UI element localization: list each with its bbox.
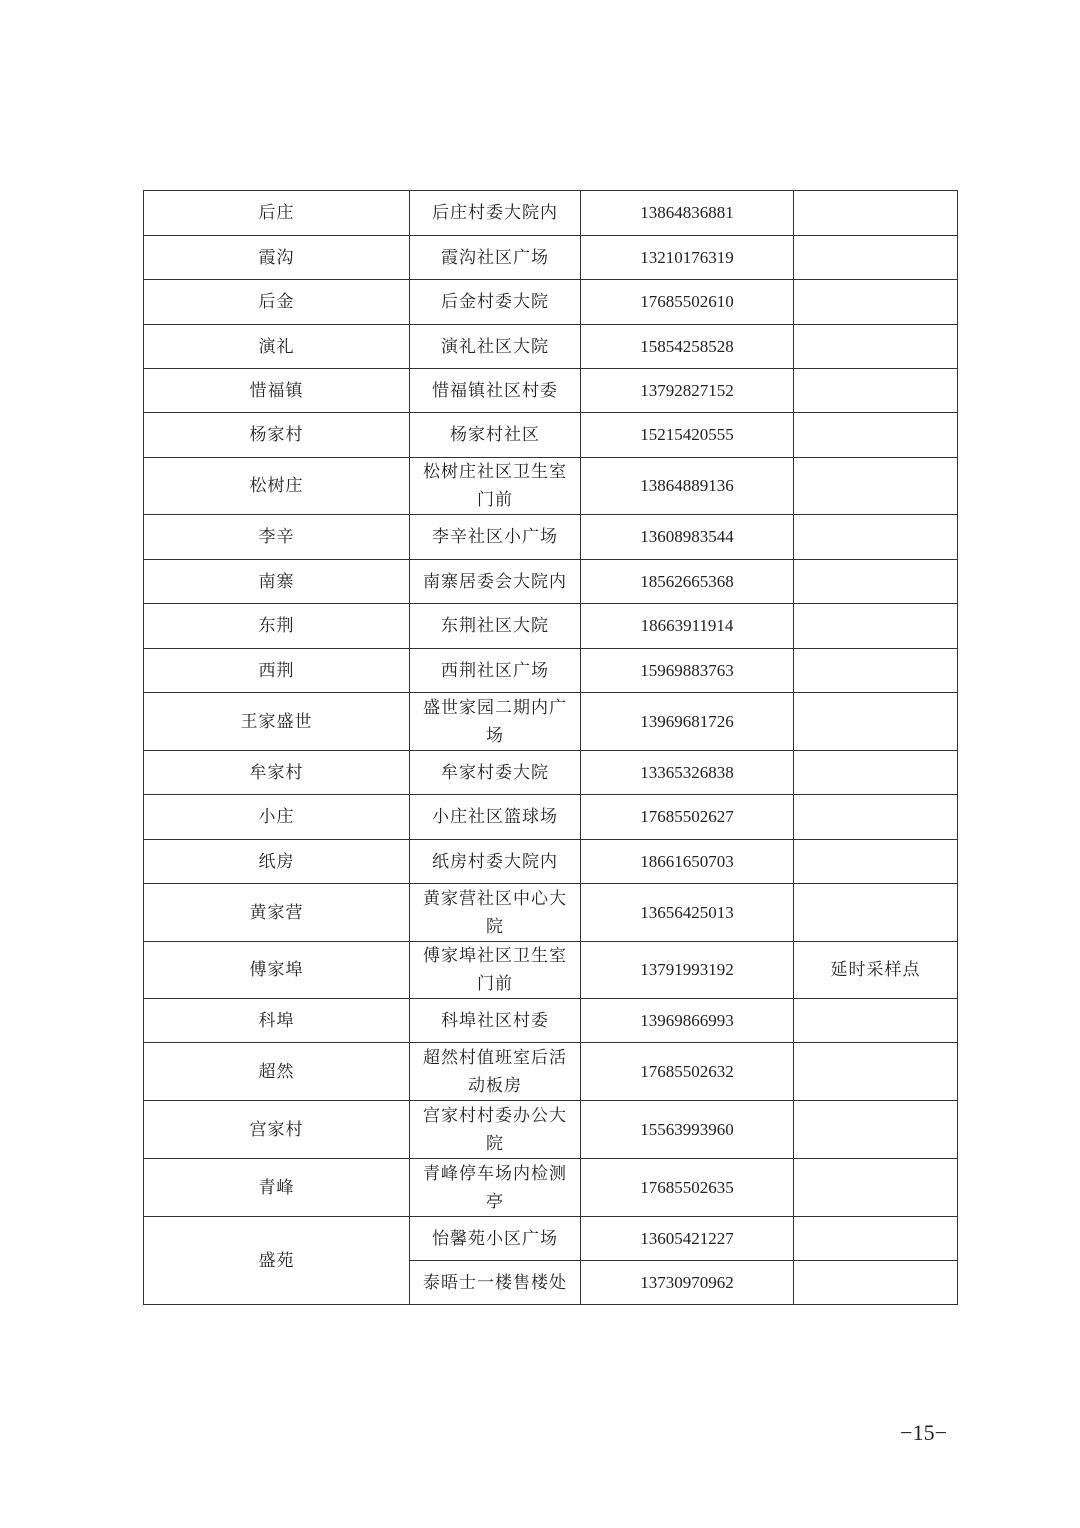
table-row: [144, 840, 958, 884]
sampling-location: 李辛社区小广场: [410, 515, 581, 560]
sampling-location: 牟家村委大院: [410, 751, 581, 795]
contact-phone: 17685502610: [581, 280, 794, 325]
table-row: [144, 604, 958, 649]
sampling-location: 霞沟社区广场: [410, 236, 581, 280]
row-note: [794, 884, 958, 942]
community-name: 惜福镇: [144, 369, 410, 413]
community-name: 李辛: [144, 515, 410, 560]
sampling-location: 宫家村村委办公大院: [410, 1101, 581, 1159]
community-name: 后庄: [144, 191, 410, 236]
table-row: [144, 1101, 958, 1159]
community-name: 小庄: [144, 795, 410, 840]
row-note: [794, 840, 958, 884]
sampling-location: 黄家营社区中心大院: [410, 884, 581, 942]
table-row: [144, 942, 958, 999]
row-note: [794, 649, 958, 693]
contact-phone: 15969883763: [581, 649, 794, 693]
sampling-location: 青峰停车场内检测亭: [410, 1159, 581, 1217]
table-row: [144, 369, 958, 413]
community-name: 傅家埠: [144, 942, 410, 999]
page-number: −15−: [900, 1420, 947, 1445]
table-row: [144, 1159, 958, 1217]
sampling-location: 超然村值班室后活动板房: [410, 1043, 581, 1101]
contact-phone: 13365326838: [581, 751, 794, 795]
row-note: 延时采样点: [794, 942, 958, 999]
sampling-location: 松树庄社区卫生室门前: [410, 458, 581, 515]
sampling-location: 杨家村社区: [410, 413, 581, 458]
table-row: [144, 649, 958, 693]
contact-phone: 17685502627: [581, 795, 794, 840]
contact-phone: 15563993960: [581, 1101, 794, 1159]
table-row: [144, 751, 958, 795]
table-row: [144, 795, 958, 840]
row-note: [794, 236, 958, 280]
sampling-location: 小庄社区篮球场: [410, 795, 581, 840]
community-name: 东荆: [144, 604, 410, 649]
sampling-location: 东荆社区大院: [410, 604, 581, 649]
contact-phone: 17685502632: [581, 1043, 794, 1101]
community-name: 黄家营: [144, 884, 410, 942]
community-name: 后金: [144, 280, 410, 325]
community-name: 牟家村: [144, 751, 410, 795]
table-body: [144, 191, 958, 1305]
sampling-sites-table: [143, 190, 958, 1305]
table-row: [144, 280, 958, 325]
row-note: [794, 191, 958, 236]
row-note: [794, 1159, 958, 1217]
table-row: [144, 191, 958, 236]
row-note: [794, 1261, 958, 1305]
community-name: 西荆: [144, 649, 410, 693]
row-note: [794, 795, 958, 840]
sampling-location: 怡馨苑小区广场: [410, 1217, 581, 1261]
row-note: [794, 1043, 958, 1101]
sampling-location: 后金村委大院: [410, 280, 581, 325]
table-row: [144, 325, 958, 369]
community-name: 纸房: [144, 840, 410, 884]
sampling-location: 惜福镇社区村委: [410, 369, 581, 413]
community-name: 宫家村: [144, 1101, 410, 1159]
sampling-location: 泰晤士一楼售楼处: [410, 1261, 581, 1305]
row-note: [794, 515, 958, 560]
community-name: 科埠: [144, 999, 410, 1043]
sampling-location: 演礼社区大院: [410, 325, 581, 369]
sampling-location: 傅家埠社区卫生室门前: [410, 942, 581, 999]
table-row: [144, 1217, 958, 1261]
community-name: 松树庄: [144, 458, 410, 515]
contact-phone: 13969681726: [581, 693, 794, 751]
table-row: [144, 458, 958, 515]
community-name: 南寨: [144, 560, 410, 604]
table-row: [144, 413, 958, 458]
contact-phone: 13864889136: [581, 458, 794, 515]
community-name: 青峰: [144, 1159, 410, 1217]
table-row: [144, 515, 958, 560]
contact-phone: 13864836881: [581, 191, 794, 236]
community-name: 王家盛世: [144, 693, 410, 751]
row-note: [794, 413, 958, 458]
row-note: [794, 369, 958, 413]
contact-phone: 15854258528: [581, 325, 794, 369]
contact-phone: 15215420555: [581, 413, 794, 458]
community-name: 杨家村: [144, 413, 410, 458]
table-row: [144, 1043, 958, 1101]
row-note: [794, 1217, 958, 1261]
contact-phone: 13605421227: [581, 1217, 794, 1261]
row-note: [794, 693, 958, 751]
contact-phone: 13969866993: [581, 999, 794, 1043]
table-row: [144, 236, 958, 280]
row-note: [794, 325, 958, 369]
contact-phone: 13792827152: [581, 369, 794, 413]
community-name: 超然: [144, 1043, 410, 1101]
contact-phone: 18661650703: [581, 840, 794, 884]
table-row: [144, 693, 958, 751]
contact-phone: 13730970962: [581, 1261, 794, 1305]
table-row: [144, 884, 958, 942]
community-name: 演礼: [144, 325, 410, 369]
row-note: [794, 999, 958, 1043]
row-note: [794, 458, 958, 515]
sampling-location: 西荆社区广场: [410, 649, 581, 693]
contact-phone: 18562665368: [581, 560, 794, 604]
row-note: [794, 751, 958, 795]
sampling-location: 南寨居委会大院内: [410, 560, 581, 604]
table-row: [144, 560, 958, 604]
row-note: [794, 604, 958, 649]
sampling-location: 纸房村委大院内: [410, 840, 581, 884]
community-name-merged: 盛苑: [144, 1217, 410, 1305]
sampling-location: 盛世家园二期内广场: [410, 693, 581, 751]
contact-phone: 17685502635: [581, 1159, 794, 1217]
row-note: [794, 280, 958, 325]
contact-phone: 13608983544: [581, 515, 794, 560]
contact-phone: 13656425013: [581, 884, 794, 942]
row-note: [794, 560, 958, 604]
contact-phone: 13791993192: [581, 942, 794, 999]
sampling-location: 后庄村委大院内: [410, 191, 581, 236]
community-name: 霞沟: [144, 236, 410, 280]
sampling-location: 科埠社区村委: [410, 999, 581, 1043]
table-row: [144, 999, 958, 1043]
row-note: [794, 1101, 958, 1159]
contact-phone: 18663911914: [581, 604, 794, 649]
contact-phone: 13210176319: [581, 236, 794, 280]
